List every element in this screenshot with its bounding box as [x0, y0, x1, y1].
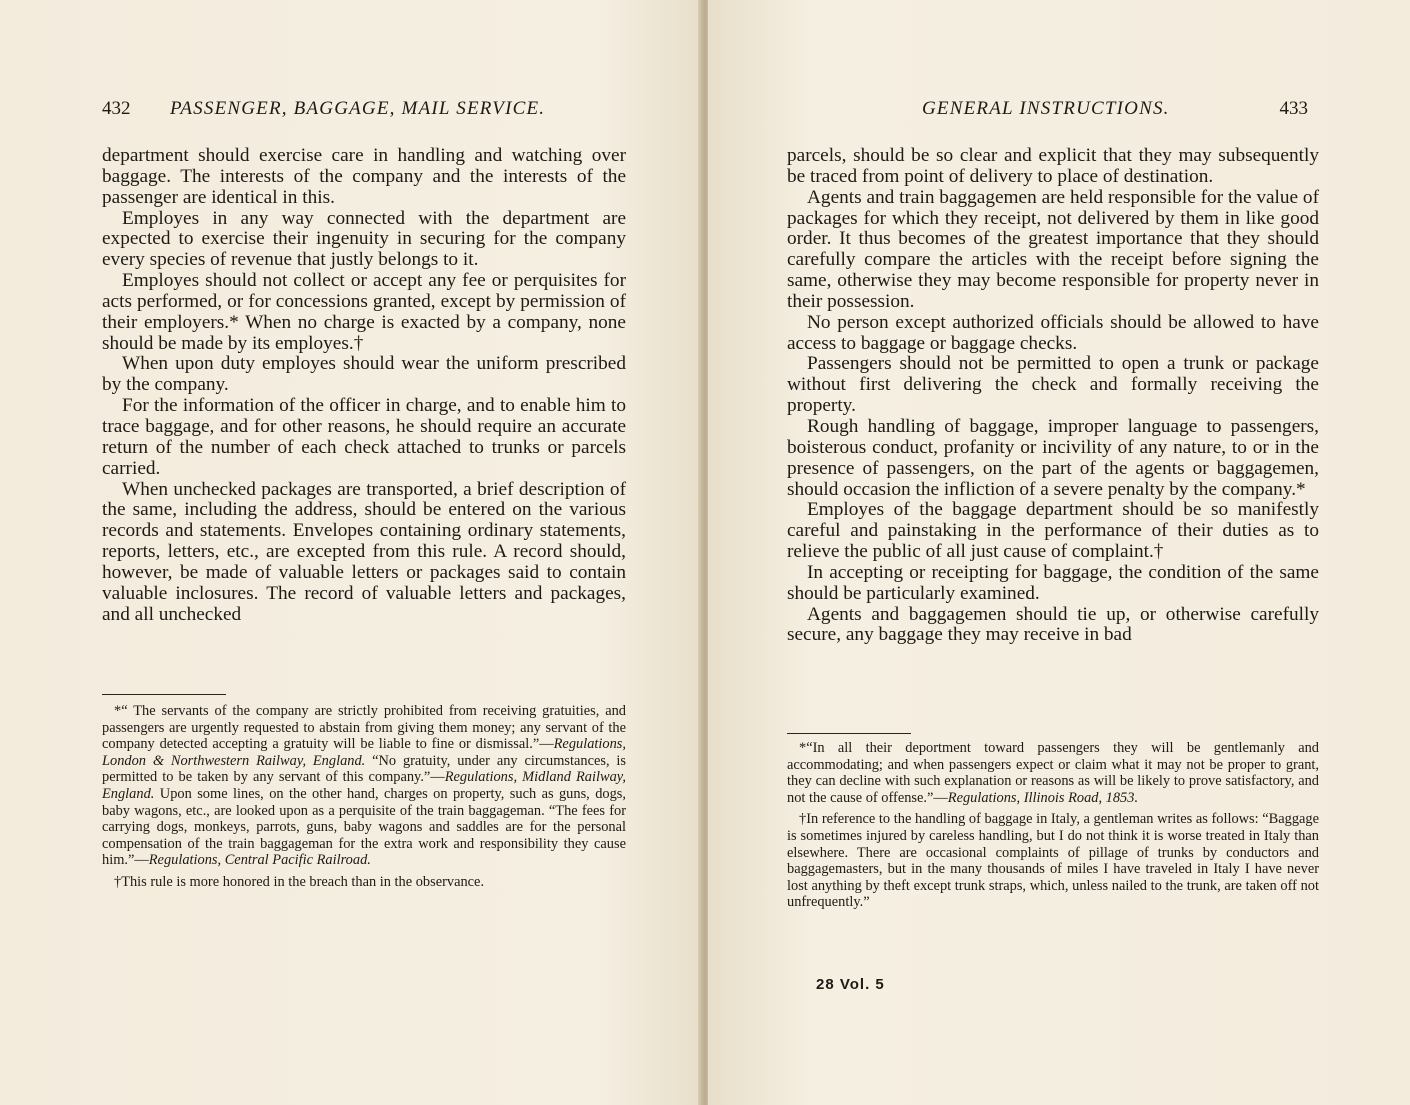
paragraph: parcels, should be so clear and explicit that they may subsequently be traced from point of delivery to place of destination. — [787, 145, 1319, 187]
paragraph: Agents and train baggagemen are held responsible for the value of packages for which they receipt, not delivered by them in like good order. It thus becomes of the greatest importance that they should carefully compare the articles with the receipt before signing the same, otherwise they may become responsible for property never in their possession. — [787, 186, 1319, 312]
paragraph: When unchecked packages are transported, a brief description of the same, including the address, should be entered on the various records and statements. Envelopes containing ordinary statements, reports, letters, etc., are excepted from this rule. A record should, however, be made of valuable letters or packages said to contain valuable inclosures. The record of valuable letters and packages, and all unchecked — [102, 478, 626, 625]
paragraph: Passengers should not be permitted to open a trunk or package without first delivering the check and formally receiving the property. — [787, 353, 1319, 417]
paragraph: Employes in any way connected with the department are expected to exercise their ingenuity in securing for the company every species of revenue that justly belongs to it. — [102, 207, 626, 271]
paragraph: Rough handling of baggage, improper language to passengers, boisterous conduct, profanity or incivility of any nature, to or in the presence of passengers, on the part of the agents or baggagemen, should occasion the infliction of a severe penalty by the company.* — [787, 415, 1319, 500]
left-page-body — [102, 146, 626, 625]
paragraph: In accepting or receipting for baggage, the condition of the same should be particularly examined. — [787, 561, 1319, 604]
right-page-header — [794, 98, 1320, 122]
right-page-body — [787, 146, 1319, 646]
paragraph: Employes should not collect or accept any fee or perquisites for acts performed, or for concessions granted, except by permission of their employers.* When no charge is exacted by a company, none should be made by its employes.† — [102, 270, 626, 354]
left-page-header — [102, 98, 628, 122]
footnote-divider — [787, 733, 911, 734]
footnote: *“In all their deportment toward passengers they will be gentlemanly and accommodating; and when passengers expect or claim what it may not be proper to grant, they can decline with such explanation or reasons as will be likely to prove satisfactory, and not the cause of offense.”—Regulations, Illinois Road, 1853. — [787, 740, 1319, 806]
paragraph: Employes of the baggage department should be so manifestly careful and painstaking in the performance of their duties as to relieve the public of all just cause of complaint.† — [787, 499, 1319, 563]
footnote: *“ The servants of the company are strictly prohibited from receiving gratuities, and passengers are urgently requested to abstain from giving them money; any servant of the company detected accepting a gratuity will be liable to fine or dismissal.”—Regulations, London & Northwestern Railway, England. “No gratuity, under any circumstances, is permitted to be taken by any servant of this company.”—Regulations, Midland Railway, England. Upon some lines, on the other hand, charges on property, such as guns, dogs, baby wagons, etc., are looked upon as a perquisite of the train baggageman. “The fees for carrying dogs, monkeys, parrots, guns, baby wagons and saddles are for the personal compensation of the train baggageman for the extra work and responsibility they cause him.”—Regulations, Central Pacific Railroad. — [102, 703, 627, 869]
paragraph: department should exercise care in handling and watching over baggage. The interests of the company and the interests of the passenger are identical in this. — [102, 145, 626, 208]
page-number: 432 — [102, 98, 131, 119]
right-page — [708, 0, 1410, 1105]
footnote: †In reference to the handling of baggage in Italy, a gentleman writes as follows: “Baggage is sometimes injured by careless handling, but I do not think it is worse treated in Italy than elsewhere. There are occasional complaints of pillage of trunks by conductors and baggagemasters, but in the many thousands of miles I have traveled in Italy I have never lost anything by theft except trunk straps, which, unless nailed to the trunk, are taken off not unfrequently.” — [787, 811, 1319, 911]
left-page-footnotes — [102, 703, 626, 896]
page-number: 433 — [1279, 98, 1308, 119]
paragraph: Agents and baggagemen should tie up, or otherwise carefully secure, any baggage they may receive in bad — [787, 603, 1319, 646]
signature-mark: 28 Vol. 5 — [816, 976, 885, 993]
footnote-divider — [102, 694, 226, 695]
running-head: GENERAL INSTRUCTIONS. — [922, 98, 1170, 119]
running-head: PASSENGER, BAGGAGE, MAIL SERVICE. — [170, 98, 546, 119]
paragraph: For the information of the officer in charge, and to enable him to trace baggage, and for other reasons, he should require an accurate return of the number of each check attached to trunks or parcels carried. — [102, 395, 626, 479]
right-page-footnotes — [787, 740, 1319, 916]
left-page — [0, 0, 702, 1105]
paragraph: No person except authorized officials should be allowed to have access to baggage or baggage checks. — [787, 311, 1319, 354]
footnote: †This rule is more honored in the breach than in the observance. — [114, 873, 485, 890]
paragraph: When upon duty employes should wear the uniform prescribed by the company. — [102, 353, 626, 396]
